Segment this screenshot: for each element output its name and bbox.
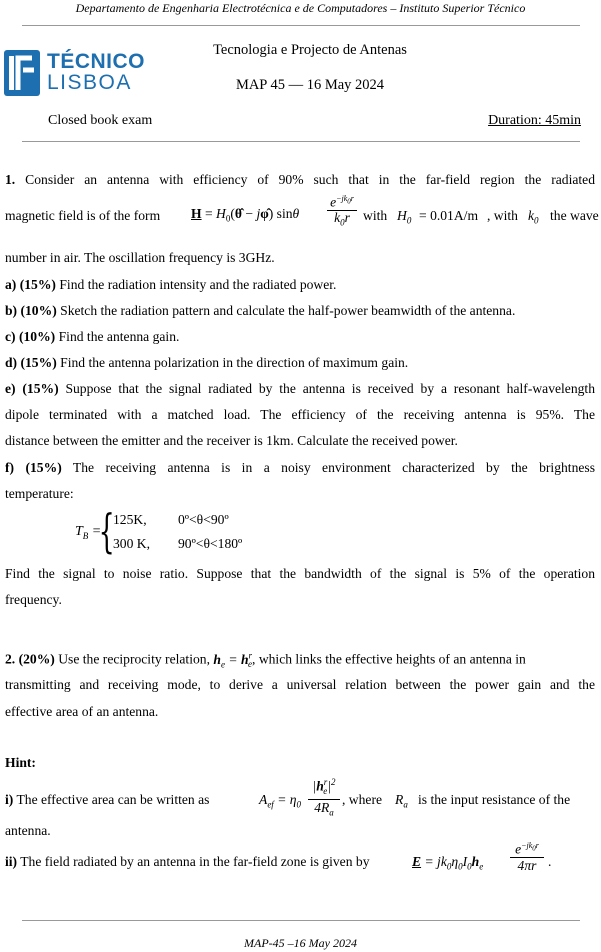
q2-line2: transmitting and receiving mode, to derive a universal relation between the power gain and the xyxy=(5,677,595,692)
q1f-label: f) (15%) xyxy=(5,460,62,475)
tecnico-logo xyxy=(4,48,145,98)
course-title: Tecnologia e Projecto de Antenas xyxy=(213,42,407,58)
q1e-text1: Suppose that the signal radiated by the antenna is received by a resonant half-wavelength xyxy=(58,381,595,396)
hint-ii-text: The field radiated by an antenna in the far-field zone is given by xyxy=(17,854,370,869)
exam-title: MAP 45 — 16 May 2024 xyxy=(235,77,385,93)
header-bottom-rule xyxy=(22,141,580,142)
header-rule xyxy=(22,25,580,26)
hint-i-label: i) xyxy=(5,792,14,807)
q1e-line3: distance between the emitter and the receiver is 1km. Calculate the received power. xyxy=(5,433,458,448)
q1-with-2: , with xyxy=(487,208,518,223)
q2-label: 2. (20%) xyxy=(5,651,55,667)
q1d-label: d) (15%) xyxy=(5,355,57,370)
tb-case2-condition: 90º<θ<180º xyxy=(178,536,243,551)
k0-symbol: $k_0$ xyxy=(528,208,539,226)
q1-line1 xyxy=(5,172,595,188)
h-field-fraction: $e^{-jk_0r}$ $k_0r$ xyxy=(327,192,357,229)
hint-i-where: , where xyxy=(342,792,383,807)
tb-case1-value: 125K, xyxy=(113,512,147,527)
q1e-label: e) (15%) xyxy=(5,381,59,396)
q1a-label: a) (15%) xyxy=(5,277,56,292)
hint-ii-label: ii) xyxy=(5,854,18,869)
logo-text-tecnico: TÉCNICO xyxy=(47,50,145,73)
q1f-line3: Find the signal to noise ratio. Suppose that the bandwidth of the signal is 5% of the operation xyxy=(5,566,595,581)
q1f-line2: temperature: xyxy=(5,486,74,501)
hint-i-line2: antenna. xyxy=(5,823,51,838)
q1-number: 1. xyxy=(5,172,16,187)
q1c xyxy=(5,329,595,345)
closed-book-label: Closed book exam xyxy=(48,113,153,128)
q1a-text: Find the radiation intensity and the radiated power. xyxy=(55,277,337,292)
q1-the-wave: the wave xyxy=(550,208,599,223)
e-field-fraction: $e^{-jk_0r}$ 4πr xyxy=(510,838,544,873)
h0-symbol: $H_0$ xyxy=(397,208,412,226)
q1f-line4: frequency. xyxy=(5,592,62,607)
duration-label: Duration: 45min xyxy=(488,113,581,128)
reciprocity-equation: $h_e = h^r_e$ xyxy=(213,650,253,670)
h0-value: = 0.01A/m xyxy=(419,208,479,223)
tb-case2-value: 300 K, xyxy=(113,536,151,551)
q2-line3: effective area of an antenna. xyxy=(5,704,159,719)
q1-line2 xyxy=(5,194,599,228)
hint-i-end: is the input resistance of the xyxy=(418,792,571,807)
aef-fraction: $|h^r_e|^2$ $4R_a$ xyxy=(308,774,340,821)
tb-brace: { xyxy=(98,504,115,558)
q1e-line1 xyxy=(5,381,595,397)
footer-text: MAP-45 –16 May 2024 xyxy=(244,936,357,950)
hint-i-text: The effective area can be written as xyxy=(13,792,210,807)
q2-text1a: Use the reciprocity relation, xyxy=(54,651,210,667)
q1b-text: Sketch the radiation pattern and calculate the half-power beamwidth of the antenna. xyxy=(56,303,516,318)
hint-ii-line xyxy=(5,854,595,870)
department-header: Departamento de Engenharia Electrotécnica e de Computadores – Instituto Superior Técnico xyxy=(75,1,526,15)
q1-with-1: with xyxy=(363,208,388,223)
q1f-line1 xyxy=(5,460,595,476)
q1c-label: c) (10%) xyxy=(5,329,56,344)
q1c-text: Find the antenna gain. xyxy=(55,329,180,344)
e-field-period: . xyxy=(548,854,552,869)
q1b-label: b) (10%) xyxy=(5,303,57,318)
q1-line3: number in air. The oscillation frequency is 3GHz. xyxy=(5,250,275,265)
q1b xyxy=(5,303,595,319)
q1-intro-text: Consider an antenna with efficiency of 90% such that in the far-field region the radiated xyxy=(25,172,595,187)
q1a xyxy=(5,277,595,293)
q1d-text: Find the antenna polarization in the direction of maximum gain. xyxy=(56,355,409,370)
logo-text-lisboa: LISBOA xyxy=(47,71,132,94)
q1d xyxy=(5,355,595,371)
footer-rule xyxy=(22,920,580,921)
hint-title: Hint: xyxy=(5,755,36,770)
aef-symbol: $A_{ef} = \eta_0$ xyxy=(259,792,302,810)
tb-case1-condition: 0º<θ<90º xyxy=(178,512,229,527)
tb-symbol: $T_B$ = xyxy=(75,524,102,541)
ra-symbol: $R_a$ xyxy=(395,792,408,810)
q1e-line2: dipole terminated with a matched load. The efficiency of the receiving antenna is 95%. The xyxy=(5,407,595,422)
h-field-equation: $H = H_0(\thetâ$ − jφ̂) sinθ xyxy=(191,206,300,224)
q1f-text1: The receiving antenna is in a noisy environment characterized by the brightness xyxy=(61,460,595,475)
q2-line1 xyxy=(5,647,595,672)
q2-text1b: , which links the effective heights of an antenna in xyxy=(252,651,526,667)
q1-intro-form: magnetic field is of the form xyxy=(5,208,161,223)
e-field-equation: $E = jk_0\eta_0I_0h_e$ xyxy=(412,854,484,872)
